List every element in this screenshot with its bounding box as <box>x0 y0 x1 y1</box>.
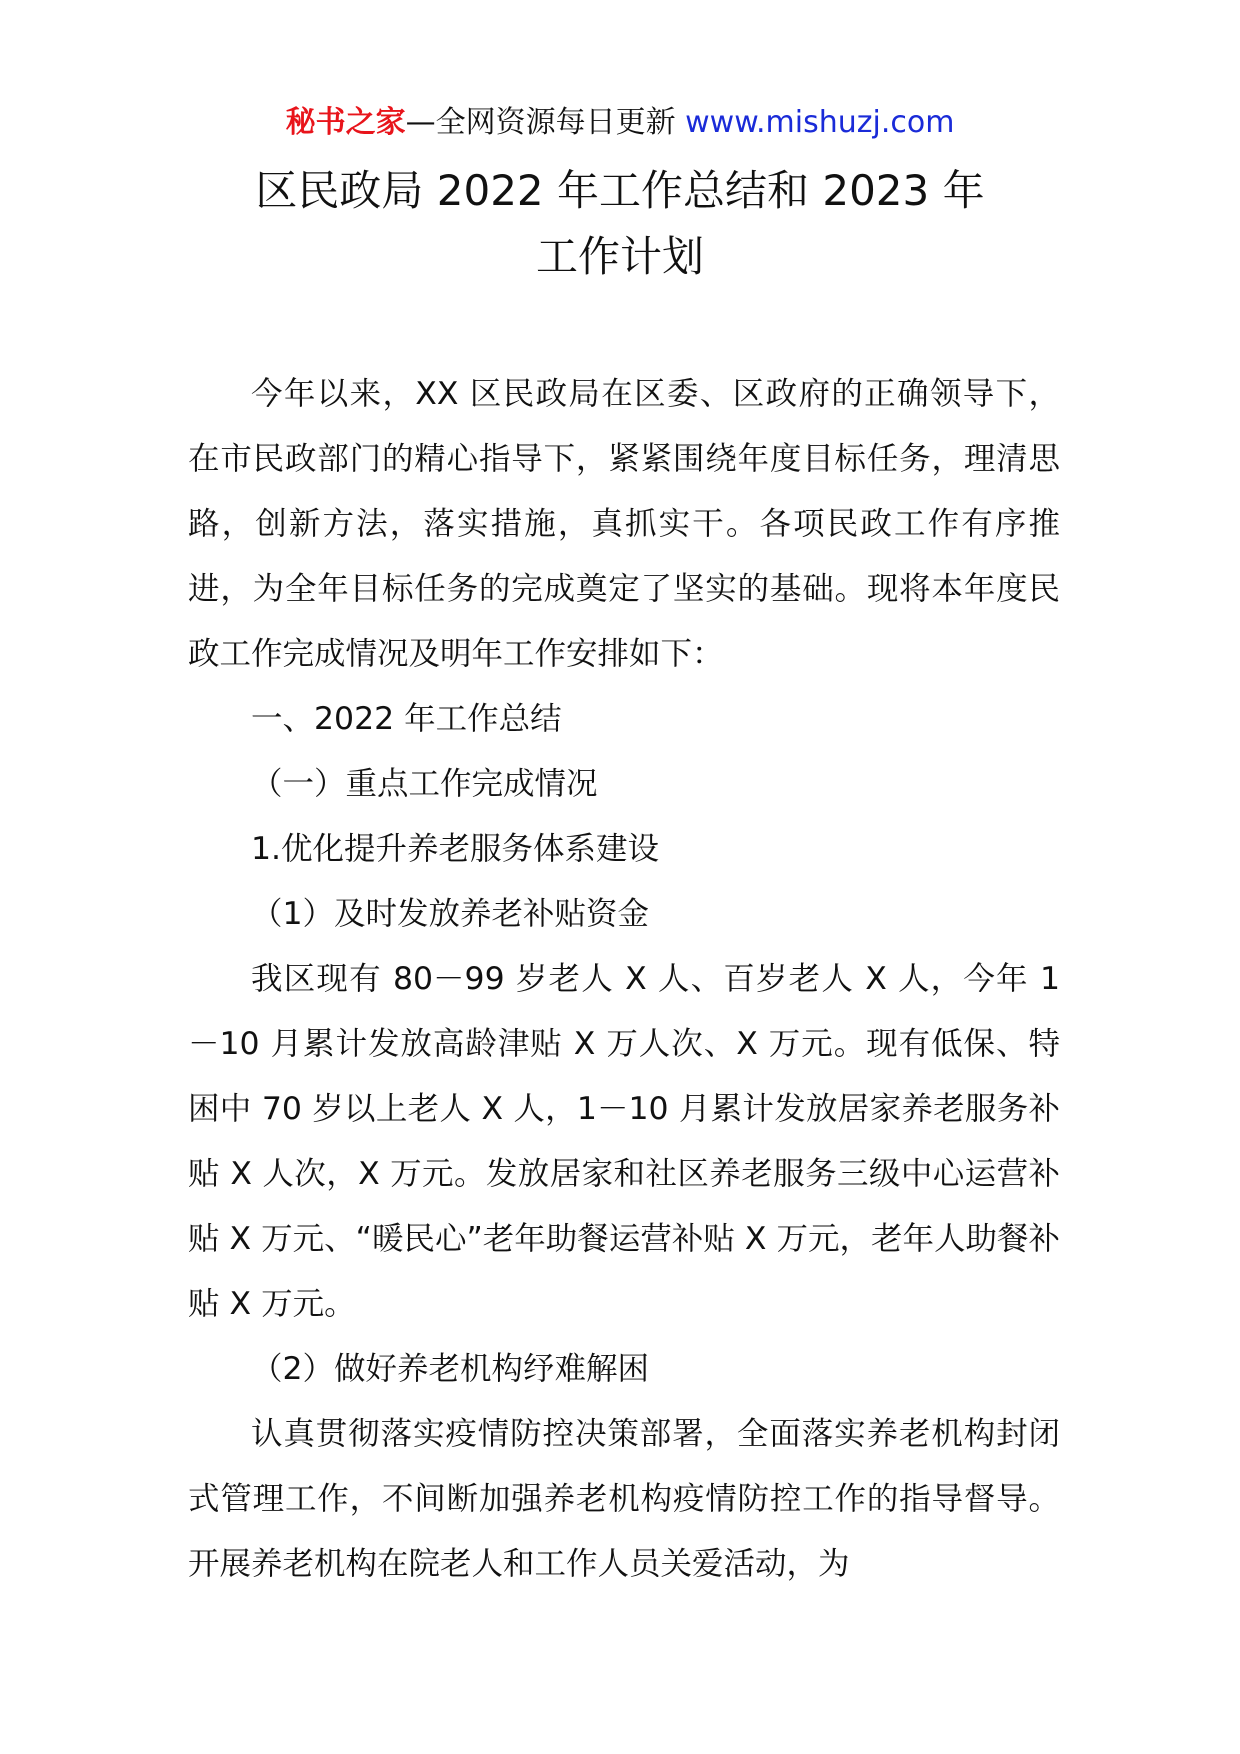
sub-item-heading-1: （1）及时发放养老补贴资金 <box>251 896 650 932</box>
header-tagline: —全网资源每日更新 <box>405 105 686 140</box>
document-title-line-2: 工作计划 <box>535 232 704 281</box>
brand-name: 秘书之家 <box>285 105 406 140</box>
item-heading-1: 1.优化提升养老服务体系建设 <box>251 831 660 867</box>
subsection-heading-1: （一）重点工作完成情况 <box>251 766 598 802</box>
intro-paragraph: 今年以来，XX 区民政局在区委、区政府的正确领导下，在市民政部门的精心指导下，紧紧围绕年度目标任务，理清思路，创新方法，落实措施，真抓实干。各项民政工作有序推进，为全年目标任务的完成奠定了坚实的基础。现将本年度民政工作完成情况及明年工作安排如下： <box>188 376 1060 672</box>
site-url-link[interactable]: www.mishuzj.com <box>685 105 955 140</box>
document-body <box>188 362 1060 1597</box>
site-header <box>0 103 1240 143</box>
sub-item-heading-2: （2）做好养老机构纾难解困 <box>251 1351 650 1387</box>
document-title-line-1: 区民政局 2022 年工作总结和 2023 年 <box>255 166 985 215</box>
section-heading-1: 一、2022 年工作总结 <box>251 701 562 737</box>
body-paragraph-subsidies: 我区现有 80－99 岁老人 X 人、百岁老人 X 人，今年 1－10 月累计发放高龄津贴 X 万人次、X 万元。现有低保、特困中 70 岁以上老人 X 人，1－10 月累计发放居家养老服务补贴 X 人次，X 万元。发放居家和社区养老服务三级中心运营补贴 X 万元、“暖民心”老年助餐运营补贴 X 万元，老年人助餐补贴 X 万元。 <box>188 961 1060 1322</box>
body-paragraph-institutions: 认真贯彻落实疫情防控决策部署，全面落实养老机构封闭式管理工作，不间断加强养老机构疫情防控工作的指导督导。开展养老机构在院老人和工作人员关爱活动，为 <box>188 1416 1060 1582</box>
